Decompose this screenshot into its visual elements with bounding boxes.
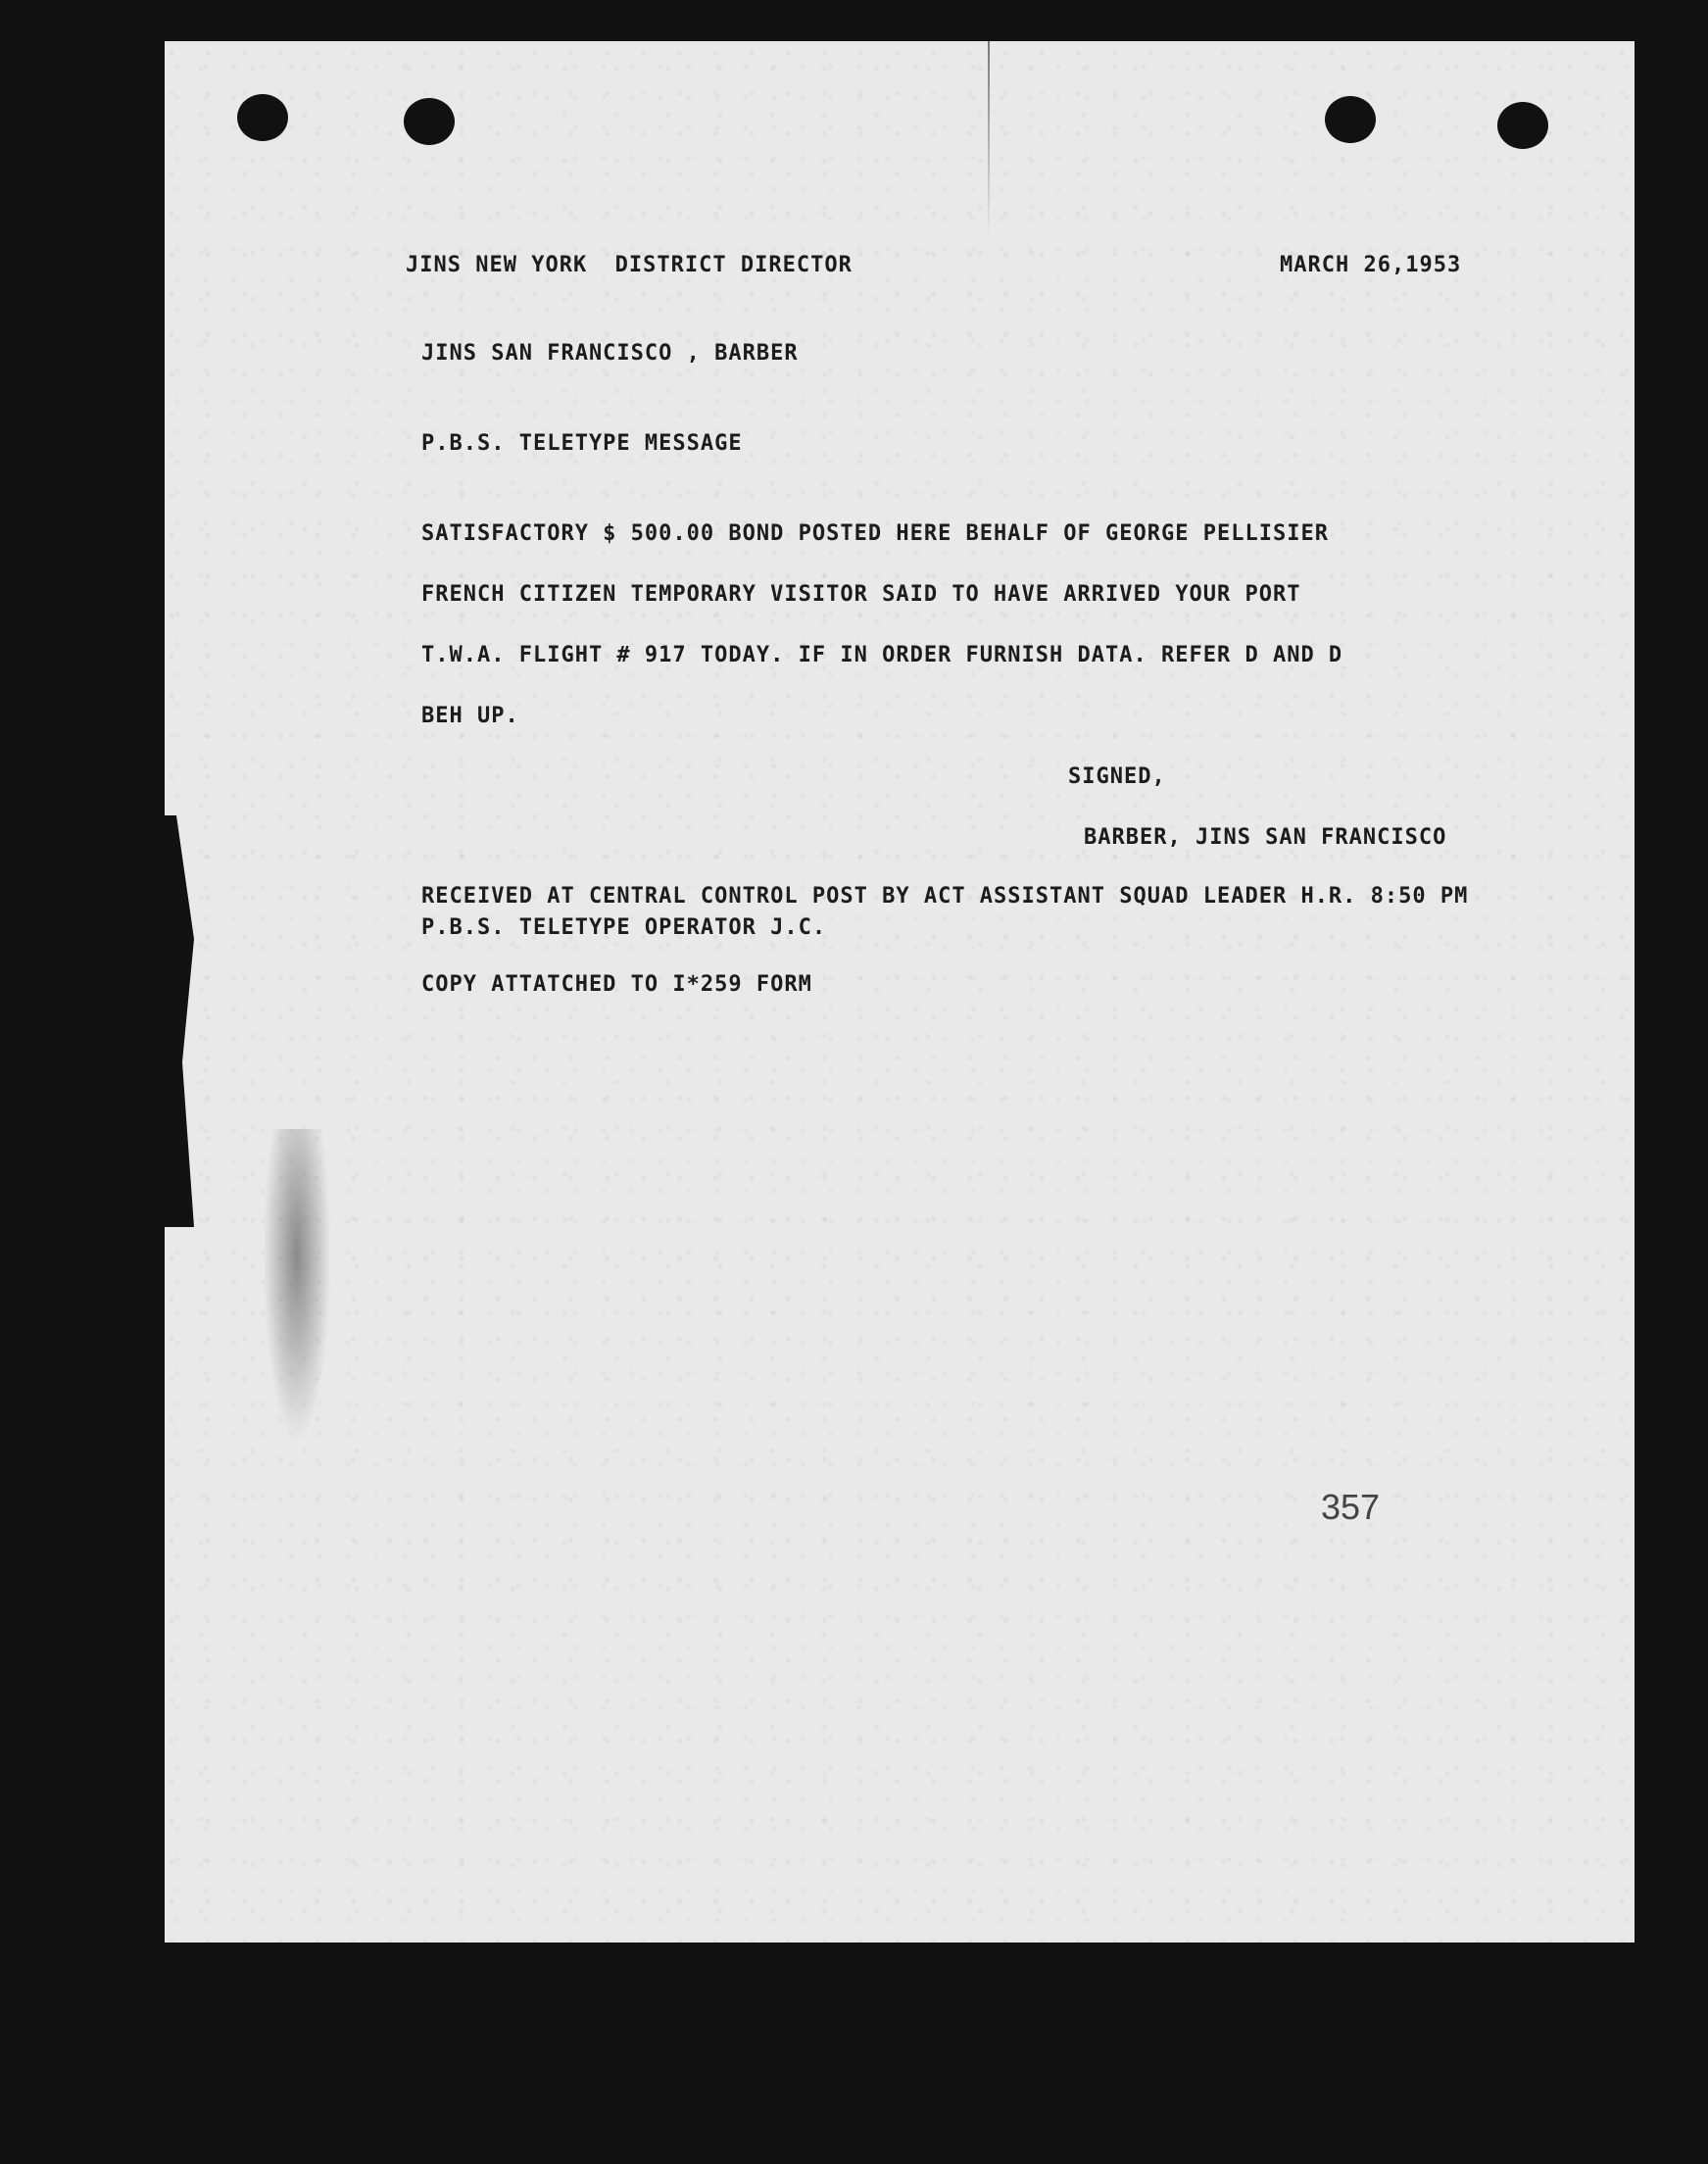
received-line: P.B.S. TELETYPE OPERATOR J.C. (421, 915, 827, 940)
signature-line: BARBER, JINS SAN FRANCISCO (1084, 825, 1447, 850)
body-line: BEH UP. (421, 704, 519, 728)
paper-fold-crease (988, 41, 990, 237)
header-date: MARCH 26,1953 (1280, 253, 1462, 277)
signed-label: SIGNED, (1068, 764, 1166, 789)
torn-edge (165, 815, 194, 1227)
punch-hole (1497, 102, 1548, 149)
ink-smudge (263, 1129, 331, 1443)
received-line: RECEIVED AT CENTRAL CONTROL POST BY ACT ASSISTANT SQUAD LEADER H.R. 8:50 PM (421, 884, 1469, 909)
body-line: T.W.A. FLIGHT # 917 TODAY. IF IN ORDER FURNISH DATA. REFER D AND D (421, 643, 1343, 667)
page-number: 357 (1321, 1487, 1381, 1527)
punch-hole (1325, 96, 1376, 143)
copy-note: COPY ATTATCHED TO I*259 FORM (421, 972, 812, 997)
punch-hole (404, 98, 455, 145)
body-line: SATISFACTORY $ 500.00 BOND POSTED HERE BEHALF OF GEORGE PELLISIER (421, 521, 1329, 546)
recipient-line: JINS SAN FRANCISCO , BARBER (421, 341, 799, 366)
header-sender: JINS NEW YORK DISTRICT DIRECTOR (406, 253, 853, 277)
body-line: FRENCH CITIZEN TEMPORARY VISITOR SAID TO HAVE ARRIVED YOUR PORT (421, 582, 1301, 607)
punch-hole (237, 94, 288, 141)
document-page (165, 41, 1635, 1943)
message-type: P.B.S. TELETYPE MESSAGE (421, 431, 743, 456)
